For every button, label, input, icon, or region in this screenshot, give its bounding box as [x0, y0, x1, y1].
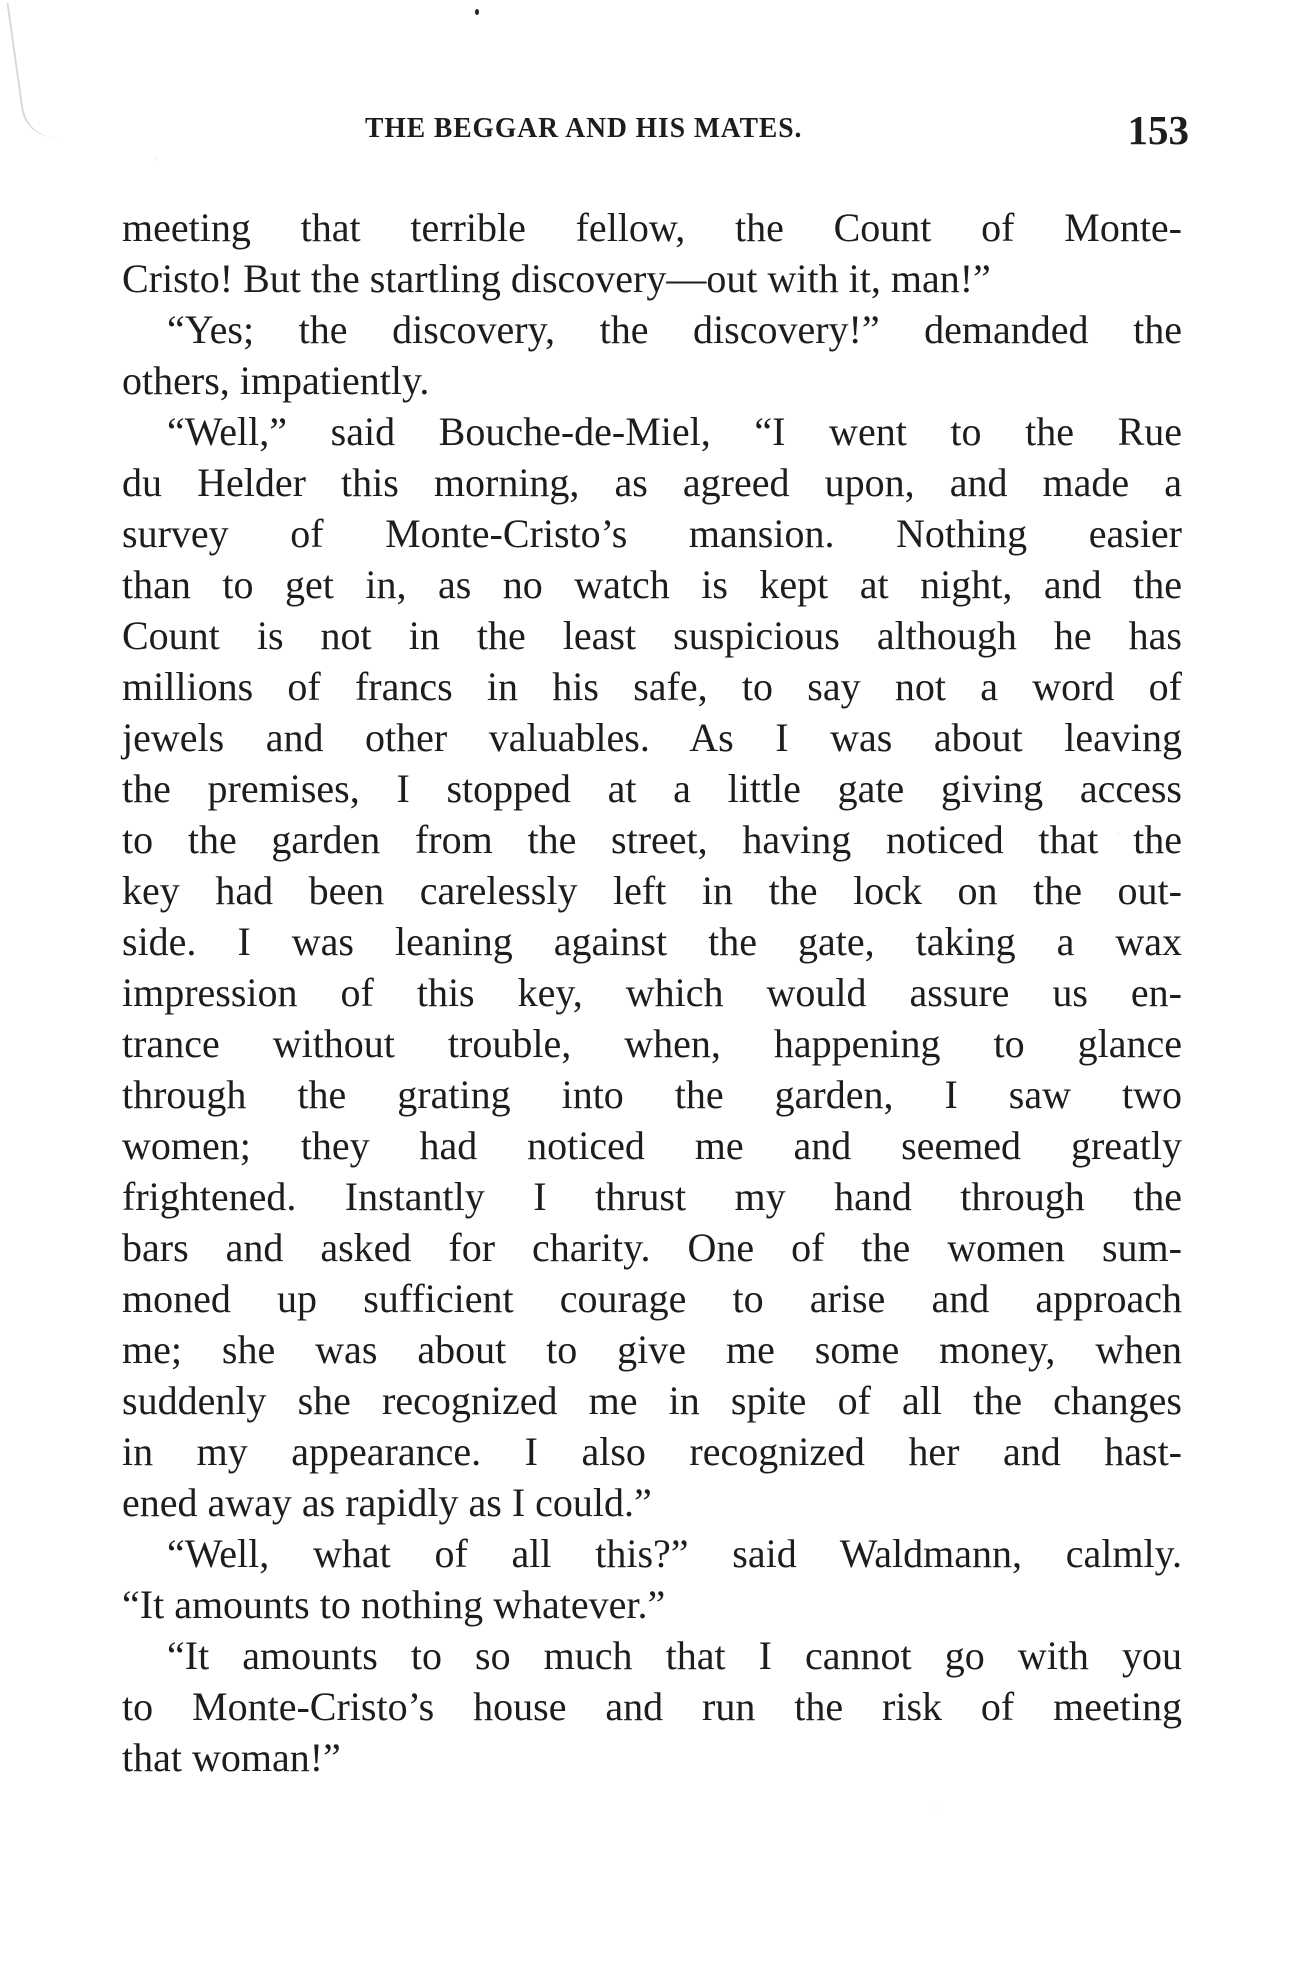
- running-head: THE BEGGAR AND HIS MATES.: [365, 112, 803, 144]
- text-line: “It amounts to nothing whatever.”: [122, 1582, 666, 1627]
- text-line: frightened. Instantly I thrust my hand through the: [122, 1174, 1182, 1219]
- text-line: ened away as rapidly as I could.”: [122, 1480, 652, 1525]
- text-line: others, impatiently.: [122, 358, 430, 403]
- text-line: that woman!”: [122, 1735, 341, 1780]
- text-line: key had been carelessly left in the lock on the out-: [122, 868, 1182, 913]
- text-line: trance without trouble, when, happening to glance: [122, 1021, 1182, 1066]
- text-line: bars and asked for charity. One of the women sum-: [122, 1225, 1182, 1270]
- text-line: millions of francs in his safe, to say not a word of: [122, 664, 1182, 709]
- page-edge-mark: [6, 0, 59, 142]
- text-line: “It amounts to so much that I cannot go with you: [167, 1633, 1182, 1678]
- text-line: du Helder this morning, as agreed upon, and made a: [122, 460, 1182, 505]
- page-number: 153: [1127, 107, 1189, 153]
- text-line: women; they had noticed me and seemed greatly: [122, 1123, 1182, 1168]
- text-line: survey of Monte-Cristo’s mansion. Nothing easier: [122, 511, 1182, 556]
- text-line: suddenly she recognized me in spite of all the changes: [122, 1378, 1182, 1423]
- text-line: meeting that terrible fellow, the Count of Monte-: [122, 205, 1182, 250]
- text-line: than to get in, as no watch is kept at night, and the: [122, 562, 1182, 607]
- text-line: “Well, what of all this?” said Waldmann, calmly.: [167, 1531, 1182, 1576]
- text-line: jewels and other valuables. As I was about leaving: [122, 715, 1182, 760]
- text-line: through the grating into the garden, I saw two: [122, 1072, 1182, 1117]
- ink-speck: [475, 9, 479, 15]
- text-line: me; she was about to give me some money, when: [122, 1327, 1182, 1372]
- text-line: side. I was leaning against the gate, taking a wax: [122, 919, 1182, 964]
- text-line: the premises, I stopped at a little gate giving access: [122, 766, 1182, 811]
- text-line: impression of this key, which would assure us en-: [122, 970, 1182, 1015]
- text-line: Cristo! But the startling discovery—out with it, man!”: [122, 256, 991, 301]
- text-line: to the garden from the street, having noticed that the: [122, 817, 1182, 862]
- text-line: Count is not in the least suspicious although he has: [122, 613, 1182, 658]
- text-line: “Well,” said Bouche-de-Miel, “I went to the Rue: [167, 409, 1182, 454]
- text-line: in my appearance. I also recognized her and hast-: [122, 1429, 1182, 1474]
- text-line: to Monte-Cristo’s house and run the risk of meeting: [122, 1684, 1182, 1729]
- text-line: “Yes; the discovery, the discovery!” demanded the: [167, 307, 1182, 352]
- text-line: moned up sufficient courage to arise and approach: [122, 1276, 1182, 1321]
